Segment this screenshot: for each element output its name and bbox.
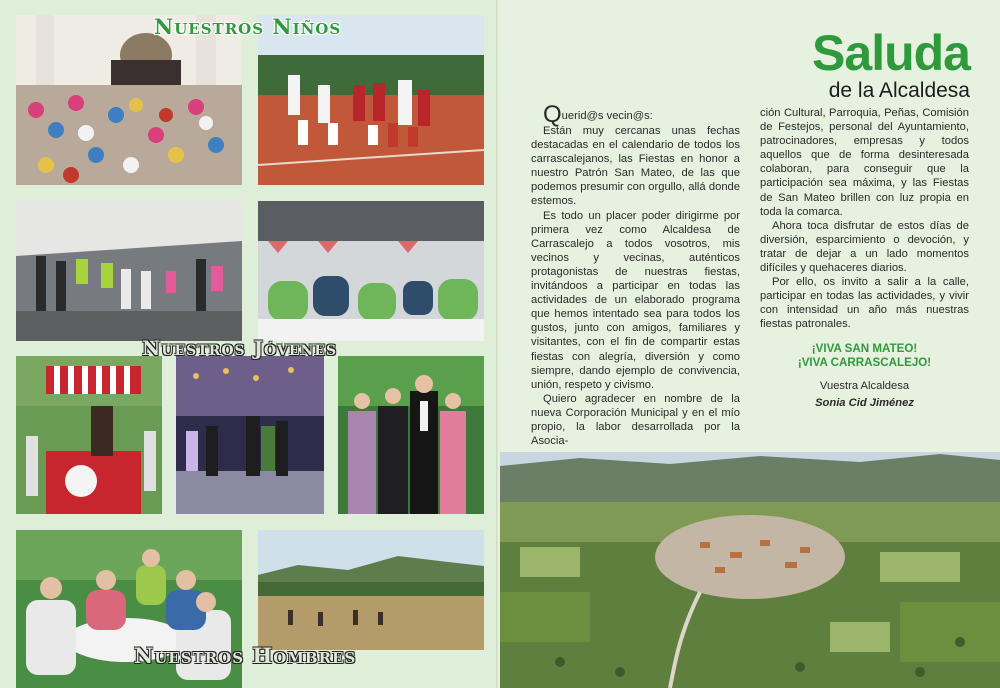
photo-youth-cards bbox=[258, 201, 484, 341]
viva-san-mateo: ¡VIVA SAN MATEO! bbox=[811, 341, 918, 355]
photo-collage-page bbox=[0, 0, 498, 688]
section-title-hombres: Nuestros Hombres bbox=[134, 643, 357, 668]
photo-children-court bbox=[258, 15, 484, 185]
signature: Sonia Cid Jiménez bbox=[815, 396, 914, 409]
photo-youth-tent bbox=[16, 201, 242, 341]
letter-greeting bbox=[531, 101, 740, 128]
section-title-ninos: Nuestros Niños bbox=[154, 14, 342, 39]
page-subtitle: de la Alcaldesa bbox=[828, 79, 970, 102]
letter-paragraph-2: Es todo un placer poder dirigirme por primera vez como Alcaldesa de Carrascalejo a todos vosotros, mis vecinos y vecinas, auténticos protagonistas de nuestras fiestas, invitándoos a participar en todas las actividades de un elaborado programa que hemos intentado sea para todos los gustos, junto con amigos, familiares y visitantes, con el fin de compartir estas fiestas con alegría, diversión y como siempre, dando ejemplo de convivencia, unión, respeto y civismo. bbox=[531, 209, 740, 391]
letter-paragraph-3-start: Quiero agradecer en nombre de la nueva Corporación Municipal y en el mío propio, la labor desarrollada por la Asocia- bbox=[531, 392, 740, 448]
photo-shooting-field bbox=[258, 530, 484, 650]
letter-column-right bbox=[760, 106, 969, 410]
viva-carrascalejo: ¡VIVA CARRASCALEJO! bbox=[797, 355, 932, 369]
letter-column-left bbox=[531, 101, 740, 448]
drop-cap: Q bbox=[543, 101, 562, 128]
photo-youth-portrait bbox=[338, 356, 484, 514]
letter-paragraph-5: Por ello, os invito a salir a la calle, participar en todas las actividades, y vivir con intensidad un año más nuestras fiestas patronales. bbox=[760, 276, 969, 331]
letter-paragraph-3-end: ción Cultural, Parroquia, Peñas, Comisión de Festejos, personal del Ayuntamiento, patrocinadores, empresas y todos aquellos que de forma desinteresada colaboran, para conseguir que la participación sea máxima, y las Fiestas de San Mateo brillen con luz propia en toda la comarca. bbox=[760, 107, 969, 218]
closing-line: Vuestra Alcaldesa bbox=[819, 379, 910, 392]
photo-fair-stand bbox=[16, 356, 162, 514]
greeting-text: uerid@s vecin@s: bbox=[561, 110, 653, 122]
photo-town-aerial bbox=[500, 452, 1000, 688]
photo-children-group bbox=[16, 15, 242, 185]
page-title: Saluda bbox=[812, 25, 970, 81]
section-title-jovenes: Nuestros Jóvenes bbox=[142, 336, 338, 360]
letter-paragraph-4: Ahora toca disfrutar de estos días de diversión, esparcimiento o devoción, y tratar de dejar a un lado momentos difíciles y quehaceres diarios. bbox=[760, 219, 969, 275]
letter-paragraph-1: Están muy cercanas unas fechas destacadas en el calendario de todos los carrascalejanos, las Fiestas en honor a nuestro Patrón San Mateo, de las que podemos presumir con orgullo, allá donde estemos. bbox=[531, 125, 740, 208]
photo-dance-night bbox=[176, 356, 324, 514]
